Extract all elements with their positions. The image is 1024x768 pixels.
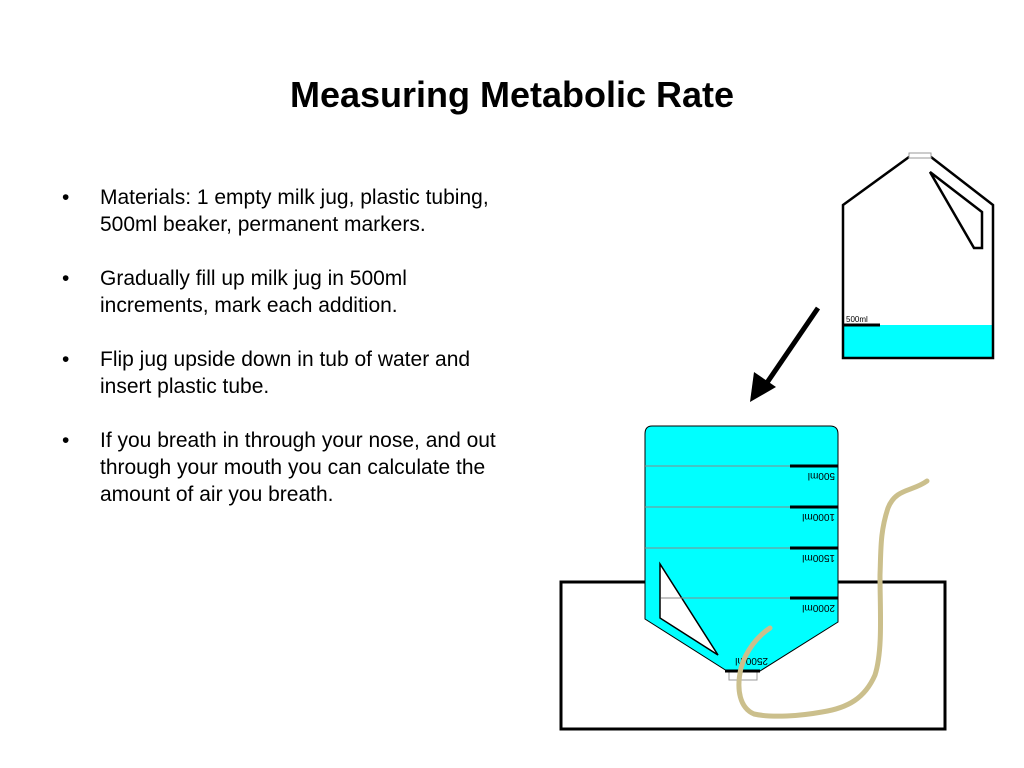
volume-label-2500: 2500ml [735,655,768,666]
upright-jug-cap [909,153,931,158]
bullet-text: Materials: 1 empty milk jug, plastic tubing, 500ml beaker, permanent markers. [100,186,489,236]
inverted-jug [645,426,838,680]
bullet-text: Flip jug upside down in tub of water and insert plastic tube. [100,348,471,398]
bullet-glyph: • [62,348,70,371]
bullet-glyph: • [62,267,70,290]
upright-jug [843,153,993,358]
bullet-glyph: • [62,186,70,209]
volume-label-2000: 2000ml [802,602,835,613]
volume-label-1500: 1500ml [802,552,835,563]
slide-title: Measuring Metabolic Rate [289,74,735,115]
volume-label-1000: 1000ml [802,511,835,522]
bullet-glyph: • [62,429,70,452]
bullet-text: If you breath in through your nose, and out through your mouth you can calculate the amount of air you breath. [100,429,496,506]
volume-label-500: 500ml [807,470,835,481]
bullet-text: Gradually fill up milk jug in 500ml increments, mark each addition. [100,267,407,317]
upright-jug-label: 500ml [846,315,868,324]
direction-arrow [750,308,818,402]
upright-jug-handle [930,172,982,248]
upright-jug-water [843,325,993,358]
